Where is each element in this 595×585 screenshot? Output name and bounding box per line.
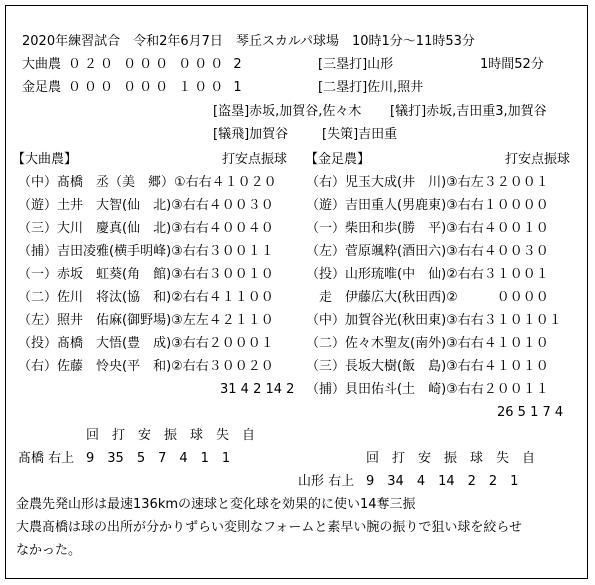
right-player-row: 走 伊藤広大(秋田西)② ００００ xyxy=(306,290,549,305)
left-player-row: （遊）土井 大智(仙 北)③右右４００３０ xyxy=(18,198,274,213)
left-player-row: （右）佐藤 怜央(平 和)②右右３００２０ xyxy=(18,359,274,374)
left-player-row: （捕）吉田凌雅(横手明峰)③右右３００１１ xyxy=(18,244,274,259)
right-stats-header: 打安点振球 xyxy=(505,152,571,167)
summary-line-3: なかった。 xyxy=(16,543,82,558)
right-player-row: （一）柴田和歩(勝 平)③右右４００１０ xyxy=(306,221,549,236)
note-sac-fly: [犠飛]加賀谷 xyxy=(213,127,289,142)
left-stats-header: 打安点振球 xyxy=(222,152,288,167)
note-double: [二塁打]佐川,照井 xyxy=(318,80,424,95)
pitcher-right-stats: 9 34 4 14 2 2 1 xyxy=(366,474,519,489)
left-player-row: （二）佐川 将汰(協 和)②右右４１１００ xyxy=(18,290,274,305)
summary-line-2: 大農髙橋は球の出所が分かりずらい変則なフォームと素早い腕の振りで狙い球を絞らせ xyxy=(16,520,522,535)
right-player-row: （投）山形琉唯(中 仙)②右右３１００１ xyxy=(306,267,549,282)
left-player-row: （一）赤坂 虹葵(角 館)③右右３００１０ xyxy=(18,267,274,282)
right-player-row: （左）菅原颯粋(酒田六)③右右４００３０ xyxy=(306,244,549,259)
right-player-row: （三）長坂大樹(飯 島)③右右４１０１０ xyxy=(306,359,549,374)
right-totals: 26 5 1 7 4 xyxy=(497,405,564,420)
pitching-header-left: 回 打 安 振 球 失 自 xyxy=(86,428,256,443)
linescore-team-2: 金足農 xyxy=(22,80,62,95)
pitcher-left-stats: 9 35 5 7 4 1 1 xyxy=(86,451,231,466)
pitching-header-right: 回 打 安 振 球 失 自 xyxy=(366,451,536,466)
note-time: 1時間52分 xyxy=(480,57,544,72)
linescore-innings-1: ０２０ ０００ ０００ 2 xyxy=(68,57,245,72)
note-steal: [盗塁]赤坂,加賀谷,佐々木 xyxy=(213,104,362,119)
game-header: 2020年練習試合 令和2年6月7日 琴丘スカルパ球場 10時1分～11時53分 xyxy=(22,34,475,49)
note-error: [失策]吉田重 xyxy=(322,127,398,142)
left-totals: 31 4 2 14 2 xyxy=(220,382,295,397)
linescore-team-1: 大曲農 xyxy=(22,57,62,72)
left-team-label: 【大曲農】 xyxy=(12,152,78,167)
linescore-innings-2: ０００ ０００ １００ 1 xyxy=(68,80,245,95)
left-player-row: （投）髙橋 大悟(豊 成)③右右２０００１ xyxy=(18,336,274,351)
left-player-row: （左）照井 佑麻(御野場)③左左４２１１０ xyxy=(18,313,274,328)
left-player-row: （中）髙橋 丞（美 郷）①右右４１０２０ xyxy=(18,175,277,190)
left-player-row: （三）大川 慶真(仙 北)③右右４００４０ xyxy=(18,221,274,236)
pitcher-left-label: 髙橋 右上 xyxy=(18,451,75,466)
note-sac-bunt: [犠打]赤坂,吉田重3,加賀谷 xyxy=(390,104,547,119)
right-team-label: 【金足農】 xyxy=(305,152,371,167)
right-player-row: （中）加賀谷光(秋田東)③右右３１０１０１ xyxy=(306,313,562,328)
summary-line-1: 金農先発山形は最速136kmの速球と変化球を効果的に使い14奪三振 xyxy=(16,497,416,512)
pitcher-right-label: 山形 右上 xyxy=(298,474,355,489)
right-player-row: （遊）吉田重人(男鹿東)③右右１００００ xyxy=(306,198,549,213)
note-triple: [三塁打]山形 xyxy=(318,57,394,72)
right-player-row: （右）児玉大成(井 川)③右左３２００１ xyxy=(306,175,549,190)
right-player-row: （捕）貝田佑斗(土 崎)③右右２００１１ xyxy=(306,382,549,397)
right-player-row: （二）佐々木聖友(南外)③右右４１０１０ xyxy=(306,336,549,351)
